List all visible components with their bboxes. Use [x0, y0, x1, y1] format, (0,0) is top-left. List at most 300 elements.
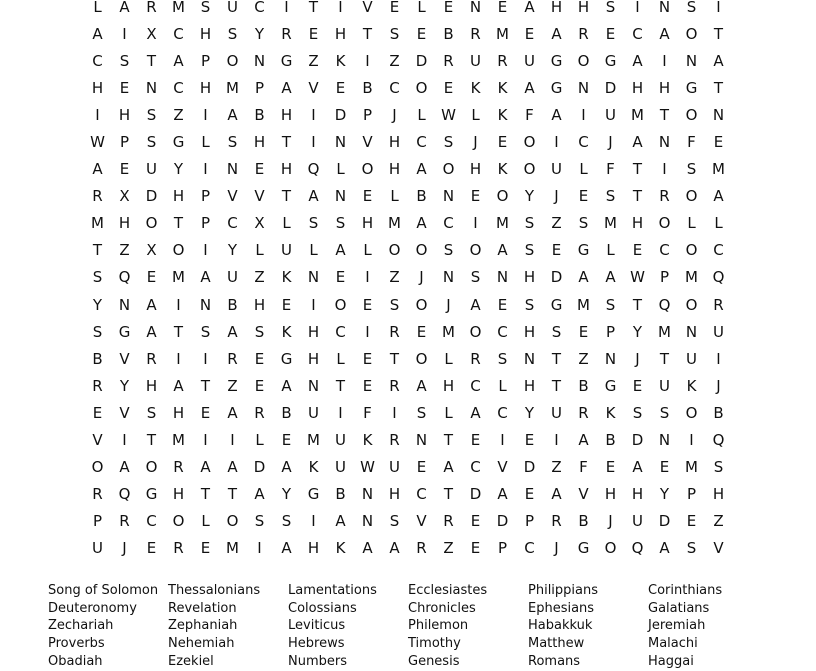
grid-letter: K	[362, 431, 373, 450]
grid-letter: J	[554, 539, 559, 558]
grid-letter: O	[388, 241, 401, 260]
word-list-item: Matthew	[528, 636, 585, 652]
grid-letter: Z	[173, 105, 184, 124]
grid-letter: L	[714, 214, 723, 233]
word-list-item: Haggai	[648, 653, 694, 669]
word-list-item: Galatians	[648, 600, 710, 616]
word-list-item: Numbers	[288, 653, 347, 669]
grid-letter: M	[631, 105, 644, 124]
grid-letter: Q	[631, 539, 644, 558]
grid-letter: B	[578, 376, 589, 395]
grid-letter: I	[392, 403, 397, 422]
grid-letter: U	[146, 160, 157, 179]
grid-letter: T	[443, 485, 454, 504]
grid-letter: T	[713, 78, 724, 97]
grid-letter: U	[524, 51, 535, 70]
word-list-item: Proverbs	[48, 636, 105, 652]
grid-letter: K	[470, 78, 481, 97]
grid-letter: S	[92, 268, 103, 287]
grid-letter: I	[230, 431, 235, 450]
grid-letter: E	[497, 133, 508, 152]
grid-letter: O	[172, 241, 185, 260]
grid-letter: P	[254, 78, 265, 97]
grid-letter: V	[254, 187, 265, 206]
grid-letter: E	[119, 78, 130, 97]
grid-letter: A	[335, 241, 346, 260]
grid-letter: J	[608, 133, 613, 152]
grid-letter: N	[685, 51, 698, 70]
grid-letter: E	[362, 187, 373, 206]
grid-letter: H	[199, 24, 212, 43]
grid-letter: H	[334, 24, 347, 43]
grid-letter: Z	[551, 458, 562, 477]
grid-letter: R	[713, 295, 724, 314]
grid-letter: R	[416, 539, 427, 558]
grid-letter: I	[365, 268, 370, 287]
grid-letter: G	[577, 241, 590, 260]
grid-letter: E	[524, 24, 535, 43]
grid-letter: T	[146, 431, 157, 450]
grid-letter: C	[254, 0, 265, 16]
grid-letter: W	[90, 133, 105, 152]
grid-letter: L	[471, 105, 480, 124]
grid-letter: D	[334, 105, 347, 124]
grid-letter: J	[635, 349, 640, 368]
grid-letter: I	[365, 51, 370, 70]
grid-letter: I	[662, 160, 667, 179]
grid-letter: N	[685, 322, 698, 341]
grid-letter: O	[442, 160, 455, 179]
grid-letter: O	[577, 51, 590, 70]
grid-letter: I	[581, 105, 586, 124]
grid-letter: R	[470, 24, 481, 43]
grid-letter: E	[578, 187, 589, 206]
grid-letter: O	[685, 187, 698, 206]
grid-letter: A	[227, 105, 238, 124]
grid-letter: J	[716, 376, 721, 395]
grid-letter: E	[524, 431, 535, 450]
grid-letter: U	[227, 268, 238, 287]
grid-letter: U	[605, 105, 616, 124]
grid-letter: M	[496, 24, 509, 43]
grid-letter: T	[92, 241, 103, 260]
grid-letter: G	[118, 322, 131, 341]
grid-letter: S	[254, 512, 265, 531]
grid-letter: L	[417, 0, 426, 16]
grid-row	[84, 427, 732, 454]
grid-letter: S	[119, 51, 130, 70]
grid-letter: A	[713, 51, 724, 70]
grid-letter: T	[281, 187, 292, 206]
grid-letter: C	[497, 322, 508, 341]
grid-letter: H	[604, 485, 617, 504]
grid-row	[84, 508, 732, 535]
grid-letter: O	[415, 78, 428, 97]
grid-letter: H	[253, 295, 266, 314]
grid-row	[84, 101, 732, 128]
word-list-item: Ezekiel	[168, 653, 214, 669]
grid-letter: H	[712, 485, 725, 504]
grid-letter: S	[389, 24, 400, 43]
grid-row	[84, 210, 732, 237]
grid-letter: T	[173, 214, 184, 233]
grid-letter: U	[227, 0, 238, 16]
grid-letter: L	[282, 214, 291, 233]
grid-letter: S	[146, 133, 157, 152]
grid-letter: E	[254, 376, 265, 395]
grid-letter: G	[604, 376, 617, 395]
grid-letter: A	[632, 51, 643, 70]
grid-letter: L	[579, 160, 588, 179]
grid-letter: T	[362, 24, 373, 43]
grid-letter: P	[497, 539, 508, 558]
grid-letter: B	[227, 295, 238, 314]
grid-letter: K	[281, 268, 292, 287]
grid-letter: L	[498, 376, 507, 395]
grid-row	[84, 291, 732, 318]
grid-letter: N	[604, 349, 617, 368]
grid-letter: K	[605, 403, 616, 422]
grid-letter: R	[578, 24, 589, 43]
grid-letter: H	[631, 214, 644, 233]
grid-letter: N	[712, 105, 725, 124]
grid-letter: Z	[389, 51, 400, 70]
grid-letter: S	[605, 295, 616, 314]
grid-letter: I	[311, 105, 316, 124]
grid-letter: I	[662, 51, 667, 70]
grid-letter: N	[658, 0, 671, 16]
grid-letter: D	[604, 78, 617, 97]
grid-letter: V	[92, 431, 103, 450]
grid-letter: Y	[92, 295, 103, 314]
grid-letter: H	[658, 78, 671, 97]
grid-letter: E	[416, 458, 427, 477]
grid-letter: C	[470, 458, 481, 477]
grid-letter: R	[92, 376, 103, 395]
grid-letter: A	[200, 268, 211, 287]
word-list-item: Corinthians	[648, 583, 723, 598]
grid-row	[84, 399, 732, 426]
grid-letter: M	[658, 322, 671, 341]
grid-letter: S	[308, 214, 319, 233]
grid-letter: S	[146, 403, 157, 422]
grid-letter: S	[227, 24, 238, 43]
grid-letter: N	[334, 133, 347, 152]
grid-letter: O	[658, 214, 671, 233]
grid-letter: S	[200, 322, 211, 341]
grid-letter: T	[281, 133, 292, 152]
grid-letter: S	[416, 403, 427, 422]
grid-letter: Y	[281, 485, 292, 504]
grid-letter: U	[470, 51, 481, 70]
grid-letter: I	[311, 133, 316, 152]
grid-letter: I	[554, 133, 559, 152]
grid-letter: K	[497, 160, 508, 179]
grid-letter: T	[659, 349, 670, 368]
grid-letter: E	[281, 295, 292, 314]
grid-letter: C	[389, 78, 400, 97]
grid-letter: L	[417, 105, 426, 124]
grid-letter: A	[173, 51, 184, 70]
grid-row	[84, 156, 732, 183]
grid-letter: T	[632, 160, 643, 179]
grid-letter: G	[550, 51, 563, 70]
grid-row	[84, 264, 732, 291]
grid-letter: S	[524, 214, 535, 233]
grid-letter: E	[443, 0, 454, 16]
grid-letter: R	[146, 349, 157, 368]
grid-letter: R	[92, 485, 103, 504]
grid-letter: I	[716, 349, 721, 368]
grid-letter: Z	[227, 376, 238, 395]
grid-letter: E	[470, 539, 481, 558]
grid-letter: X	[146, 241, 157, 260]
grid-letter: L	[201, 512, 210, 531]
grid-letter: G	[280, 51, 293, 70]
grid-letter: T	[227, 485, 238, 504]
grid-letter: Q	[712, 268, 725, 287]
grid-letter: A	[119, 0, 130, 16]
grid-letter: H	[523, 268, 536, 287]
grid-letter: B	[416, 187, 427, 206]
grid-letter: S	[524, 241, 535, 260]
grid-letter: T	[335, 376, 346, 395]
grid-row	[84, 237, 732, 264]
grid-letter: R	[389, 322, 400, 341]
grid-letter: H	[523, 322, 536, 341]
grid-letter: V	[119, 349, 130, 368]
grid-letter: R	[173, 458, 184, 477]
grid-letter: D	[523, 458, 536, 477]
grid-letter: E	[632, 241, 643, 260]
grid-letter: A	[713, 187, 724, 206]
grid-letter: L	[336, 160, 345, 179]
grid-letter: G	[145, 485, 158, 504]
grid-letter: Y	[524, 187, 535, 206]
grid-letter: L	[606, 241, 615, 260]
grid-letter: K	[335, 539, 346, 558]
grid-letter: E	[605, 458, 616, 477]
grid-letter: B	[92, 349, 103, 368]
grid-letter: R	[551, 512, 562, 531]
grid-letter: R	[146, 0, 157, 16]
grid-letter: I	[203, 431, 208, 450]
grid-letter: C	[524, 539, 535, 558]
grid-letter: J	[473, 133, 478, 152]
grid-letter: M	[226, 539, 239, 558]
grid-letter: A	[389, 539, 400, 558]
grid-letter: N	[361, 485, 374, 504]
grid-letter: H	[307, 322, 320, 341]
grid-letter: E	[362, 295, 373, 314]
grid-letter: M	[604, 214, 617, 233]
grid-letter: S	[443, 241, 454, 260]
word-list-item: Romans	[528, 653, 581, 669]
grid-letter: M	[577, 295, 590, 314]
grid-letter: O	[469, 241, 482, 260]
grid-letter: N	[199, 295, 212, 314]
grid-letter: M	[496, 214, 509, 233]
grid-row	[84, 318, 732, 345]
grid-letter: N	[361, 512, 374, 531]
grid-row	[84, 20, 732, 47]
grid-letter: N	[442, 268, 455, 287]
grid-letter: S	[146, 105, 157, 124]
grid-letter: J	[122, 539, 127, 558]
grid-letter: P	[200, 214, 211, 233]
grid-letter: U	[335, 458, 346, 477]
grid-letter: A	[551, 485, 562, 504]
grid-letter: P	[200, 51, 211, 70]
grid-letter: A	[146, 322, 157, 341]
grid-letter: L	[255, 431, 264, 450]
grid-letter: W	[360, 458, 375, 477]
grid-letter: I	[338, 0, 343, 16]
grid-letter: S	[389, 512, 400, 531]
grid-letter: H	[469, 160, 482, 179]
grid-letter: S	[227, 133, 238, 152]
grid-letter: E	[254, 349, 265, 368]
grid-letter: Q	[712, 431, 725, 450]
grid-letter: H	[118, 214, 131, 233]
grid-letter: R	[92, 187, 103, 206]
grid-letter: S	[443, 133, 454, 152]
grid-letter: Z	[551, 214, 562, 233]
grid-letter: E	[497, 0, 508, 16]
grid-letter: Y	[524, 403, 535, 422]
grid-letter: A	[227, 403, 238, 422]
grid-letter: L	[444, 403, 453, 422]
grid-letter: M	[712, 160, 725, 179]
grid-letter: E	[470, 512, 481, 531]
grid-letter: C	[443, 214, 454, 233]
word-list-item: Colossians	[288, 600, 357, 616]
grid-letter: M	[226, 78, 239, 97]
grid-letter: I	[311, 295, 316, 314]
grid-letter: Y	[632, 322, 643, 341]
grid-letter: C	[470, 376, 481, 395]
grid-letter: Y	[254, 24, 265, 43]
grid-letter: H	[118, 105, 131, 124]
word-list-item: Philippians	[528, 583, 599, 598]
grid-letter: X	[119, 187, 130, 206]
grid-letter: N	[307, 268, 320, 287]
grid-letter: G	[577, 539, 590, 558]
grid-letter: M	[307, 431, 320, 450]
grid-letter: G	[685, 78, 698, 97]
grid-letter: Y	[227, 241, 238, 260]
grid-letter: I	[635, 0, 640, 16]
word-list-item: Philemon	[408, 618, 469, 634]
grid-letter: S	[659, 403, 670, 422]
grid-letter: O	[523, 133, 536, 152]
grid-letter: B	[335, 485, 346, 504]
word-list-item: Song of Solomon	[48, 583, 159, 598]
grid-letter: E	[146, 539, 157, 558]
grid-letter: P	[686, 485, 697, 504]
grid-letter: L	[93, 0, 102, 16]
grid-letter: U	[92, 539, 103, 558]
grid-letter: T	[200, 376, 211, 395]
grid-letter: Z	[119, 241, 130, 260]
word-list-item: Jeremiah	[648, 618, 706, 634]
grid-letter: I	[95, 105, 100, 124]
grid-letter: P	[524, 512, 535, 531]
grid-letter: C	[497, 403, 508, 422]
grid-letter: S	[200, 0, 211, 16]
grid-letter: D	[253, 458, 266, 477]
grid-letter: G	[550, 295, 563, 314]
grid-letter: H	[280, 105, 293, 124]
grid-letter: A	[227, 322, 238, 341]
grid-letter: L	[444, 349, 453, 368]
grid-letter: O	[415, 241, 428, 260]
grid-letter: A	[308, 187, 319, 206]
grid-row	[84, 535, 732, 562]
grid-letter: G	[307, 485, 320, 504]
grid-letter: B	[578, 512, 589, 531]
grid-letter: R	[497, 51, 508, 70]
grid-letter: P	[92, 512, 103, 531]
grid-letter: L	[390, 187, 399, 206]
grid-letter: I	[338, 403, 343, 422]
grid-letter: O	[685, 241, 698, 260]
grid-letter: E	[443, 78, 454, 97]
grid-letter: E	[254, 160, 265, 179]
grid-letter: O	[469, 322, 482, 341]
grid-letter: H	[253, 133, 266, 152]
grid-letter: F	[525, 105, 534, 124]
grid-letter: Z	[443, 539, 454, 558]
grid-letter: E	[659, 458, 670, 477]
grid-letter: H	[388, 160, 401, 179]
grid-letter: I	[122, 431, 127, 450]
grid-letter: O	[172, 512, 185, 531]
grid-letter: T	[632, 187, 643, 206]
grid-letter: E	[389, 0, 400, 16]
grid-letter: E	[146, 268, 157, 287]
grid-letter: A	[551, 105, 562, 124]
grid-row	[84, 345, 732, 372]
grid-letter: K	[335, 51, 346, 70]
grid-letter: H	[307, 349, 320, 368]
grid-letter: L	[363, 241, 372, 260]
grid-letter: J	[608, 512, 613, 531]
grid-letter: A	[227, 458, 238, 477]
grid-letter: O	[523, 160, 536, 179]
grid-letter: Z	[389, 268, 400, 287]
grid-letter: H	[145, 376, 158, 395]
grid-row	[84, 0, 732, 20]
grid-letter: A	[173, 376, 184, 395]
grid-letter: Z	[254, 268, 265, 287]
grid-letter: U	[659, 376, 670, 395]
grid-letter: I	[203, 241, 208, 260]
grid-letter: M	[172, 0, 185, 16]
grid-letter: O	[496, 187, 509, 206]
word-list-item: Ephesians	[528, 600, 595, 616]
grid-letter: I	[122, 24, 127, 43]
word-list-item: Timothy	[408, 636, 461, 652]
grid-letter: E	[632, 376, 643, 395]
grid-letter: H	[388, 485, 401, 504]
grid-letter: E	[497, 295, 508, 314]
grid-letter: C	[416, 485, 427, 504]
grid-letter: S	[713, 458, 724, 477]
grid-letter: H	[442, 376, 455, 395]
grid-letter: E	[362, 349, 373, 368]
grid-letter: S	[686, 0, 697, 16]
